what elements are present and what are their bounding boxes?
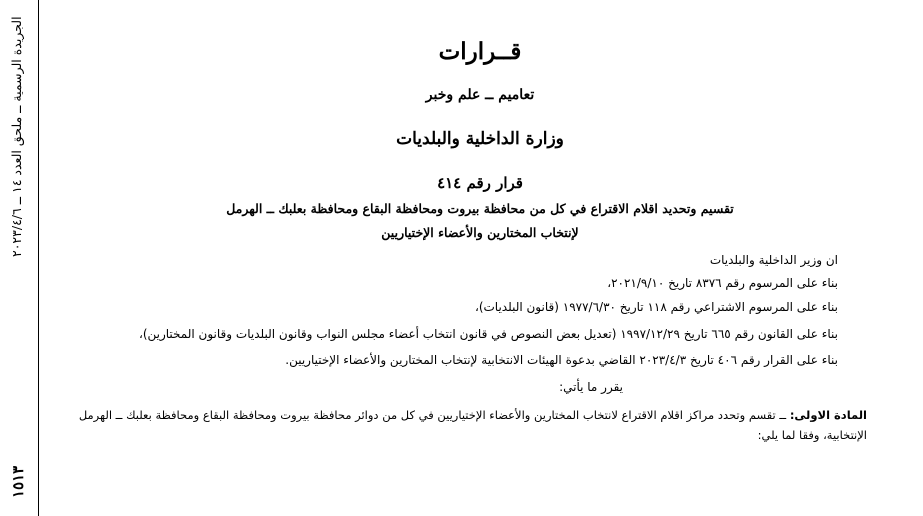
decision-subject-line2: لإنتخاب المختارين والأعضاء الإختياريين — [381, 225, 579, 240]
subsection-title: تعاميم ــ علم وخبر — [425, 87, 535, 103]
decides-line: يقرر ما يأتي: — [559, 380, 623, 394]
article-1-label: المادة الاولى: — [789, 408, 867, 422]
preamble: ان وزير الداخلية والبلديات — [709, 253, 838, 267]
running-header: الجريدة الرسمية ــ ملحق العدد ١٤ ــ ٢٠٢٣/٤/٦ — [9, 16, 24, 257]
ministry-title: وزارة الداخلية والبلديات — [396, 129, 564, 149]
recital-2: بناء على المرسوم الاشتراعي رقم ١١٨ تاريخ ١٩٧٧/٦/٣٠ (قانون البلديات)، — [474, 300, 838, 314]
page-number: ١٥١٣ — [9, 465, 27, 499]
article-1-text: ــ تقسم وتحدد مراكز اقلام الاقتراع لانتخاب المختارين والأعضاء الإختياريين في كل من دوائر محافظة بيروت ومحافظة البقاع ومحافظة بعلبك ــ الهرمل الإنتخابية، وفقا لما يلي: — [78, 408, 867, 442]
section-title: قــرارات — [438, 38, 522, 65]
decision-number: قرار رقم ٤١٤ — [437, 174, 523, 192]
recital-1: بناء على المرسوم رقم ٨٣٧٦ تاريخ ٢٠٢١/٩/١٠، — [607, 276, 838, 290]
decision-subject-line1: تقسيم وتحديد اقلام الاقتراع في كل من محافظة بيروت ومحافظة البقاع ومحافظة بعلبك ــ الهرمل — [226, 201, 734, 216]
margin-rule — [38, 0, 39, 516]
recital-4: بناء على القرار رقم ٤٠٦ تاريخ ٢٠٢٣/٤/٣ القاضي بدعوة الهيئات الانتخابية لإنتخاب المختارين والأعضاء الإختياريين. — [285, 353, 838, 367]
recital-3: بناء على القانون رقم ٦٦٥ تاريخ ١٩٩٧/١٢/٢٩ (تعديل بعض النصوص في قانون انتخاب أعضاء مجلس النواب وقانون البلديات وقانون المختارين)، — [138, 327, 838, 341]
article-1 — [47, 405, 867, 445]
